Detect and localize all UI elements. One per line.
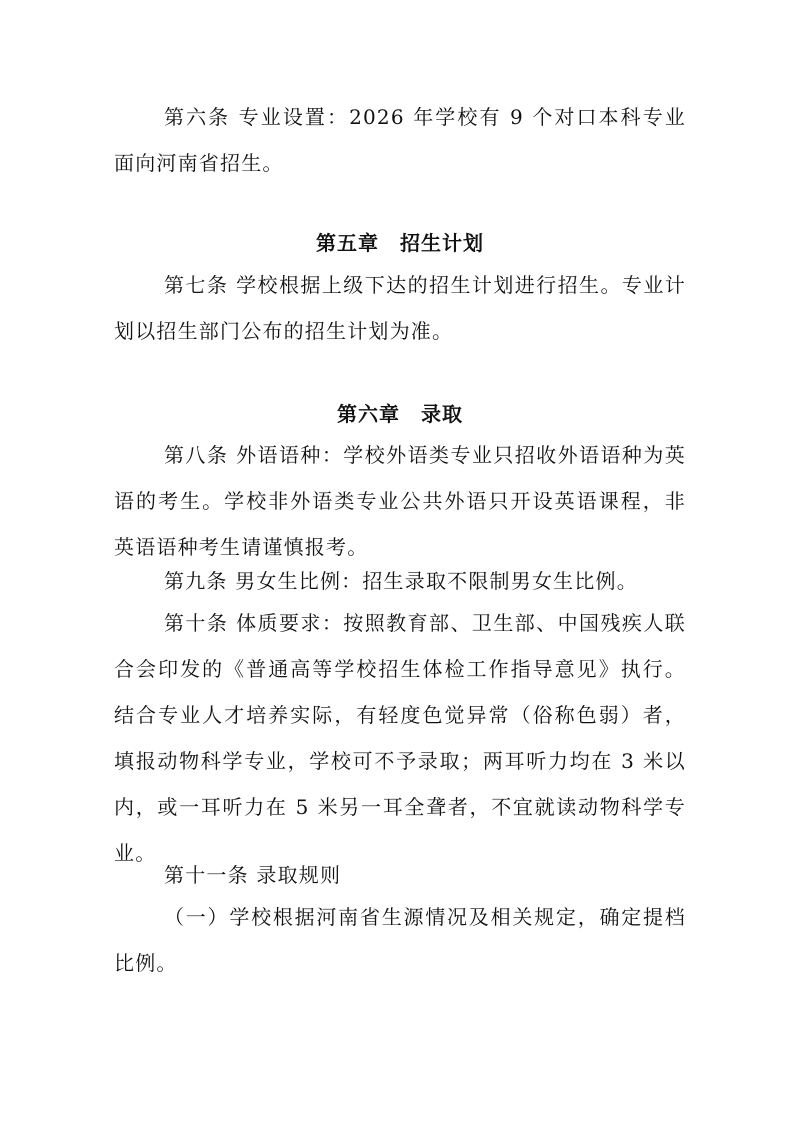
article-10-paragraph: 第十条 体质要求：按照教育部、卫生部、中国残疾人联合会印发的《普通高等学校招生体检工作指导意见》执行。结合专业人才培养实际，有轻度色觉异常（俗称色弱）者，填报动物科学专业，学校可不予录取；两耳听力均在 3 米以内，或一耳听力在 5 米另一耳全聋者，不宜就读动物科学专业。	[114, 611, 686, 865]
article-11-clause-1: （一）学校根据河南省生源情况及相关规定，确定提档比例。	[114, 905, 686, 975]
article-6-paragraph: 第六条 专业设置：2026 年学校有 9 个对口本科专业面向河南省招生。	[114, 105, 686, 175]
article-11-heading: 第十一条 录取规则	[164, 863, 342, 887]
article-8-paragraph: 第八条 外语语种：学校外语类专业只招收外语语种为英语的考生。学校非外语类专业公共外语只开设英语课程，非英语语种考生请谨慎报考。	[114, 443, 686, 559]
article-7-paragraph: 第七条 学校根据上级下达的招生计划进行招生。专业计划以招生部门公布的招生计划为准。	[114, 273, 686, 343]
article-9-paragraph: 第九条 男女生比例：招生录取不限制男女生比例。	[164, 569, 638, 593]
chapter-5-heading: 第五章 招生计划	[316, 231, 484, 255]
chapter-6-heading: 第六章 录取	[337, 402, 463, 426]
